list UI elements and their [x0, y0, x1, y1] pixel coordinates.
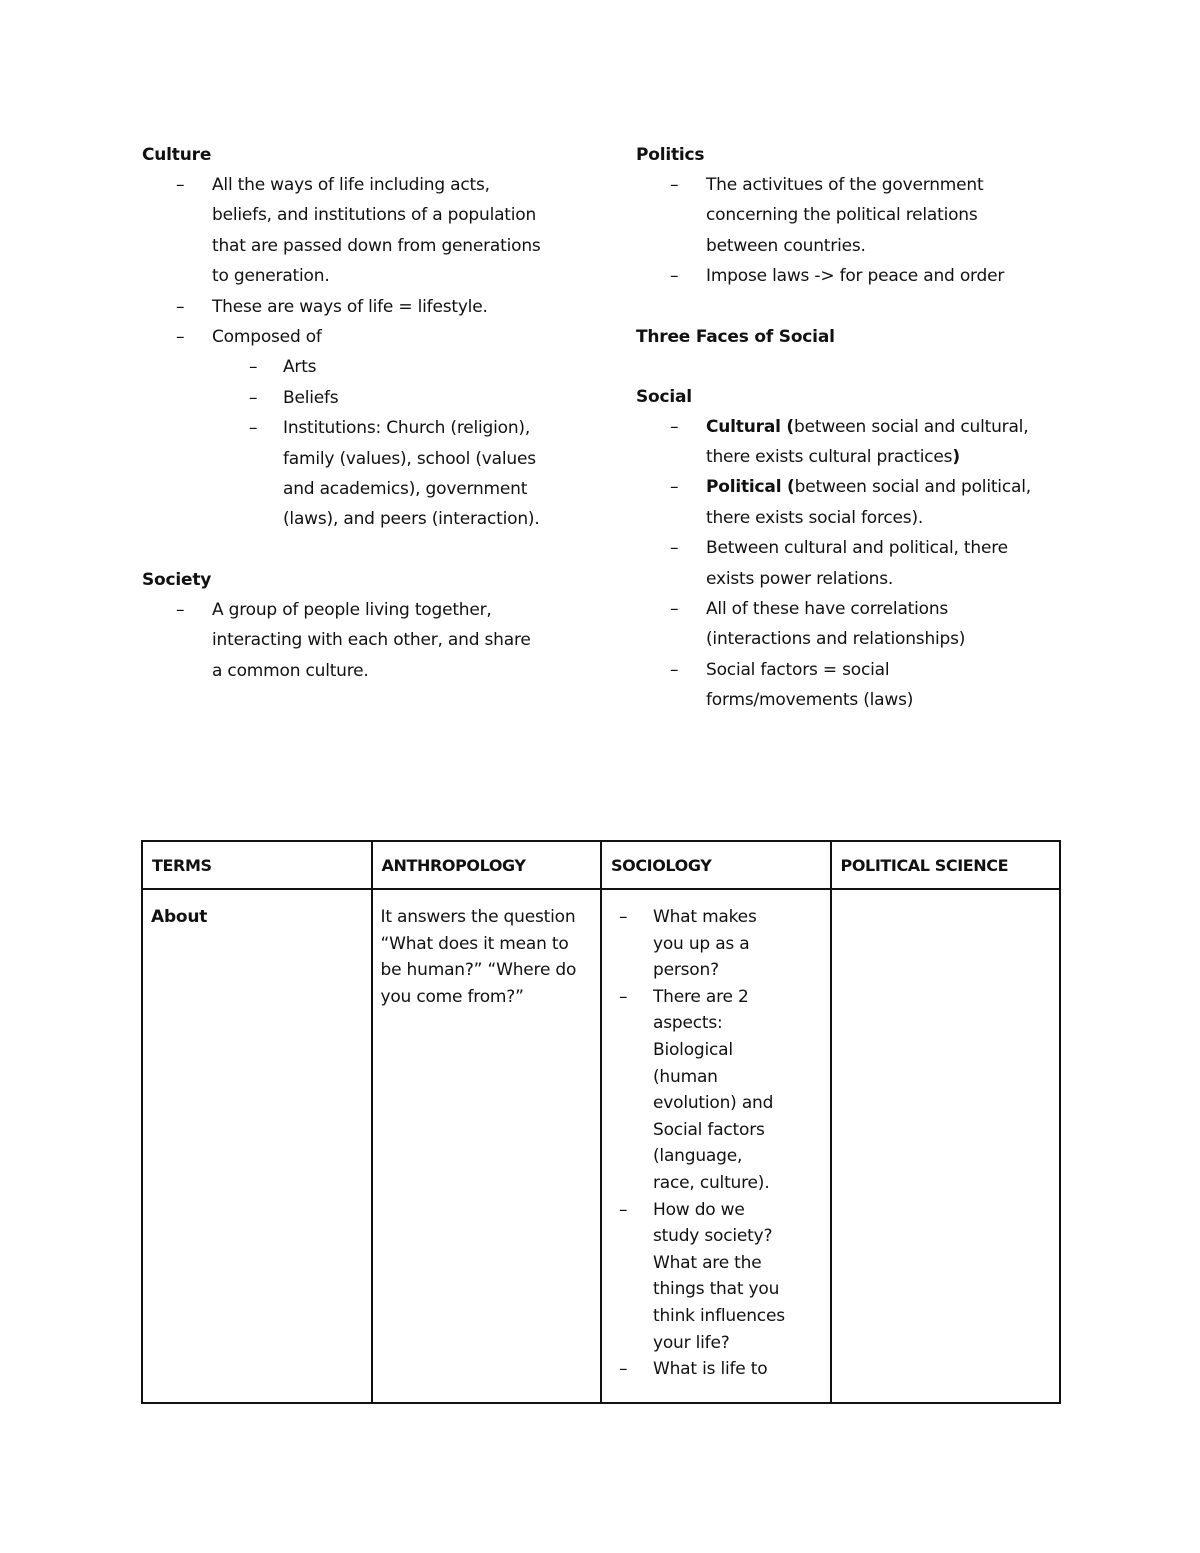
list-item: – All the ways of life including acts, beliefs, and institutions of a population that are passed down from generations to generation.: [142, 170, 582, 292]
list-item: – The activitues of the government concerning the political relations between countries.: [636, 170, 1076, 261]
three-faces-heading: Three Faces of Social: [636, 326, 835, 347]
list-item: – Between cultural and political, there exists power relations.: [636, 533, 1076, 594]
cell-anthropology: It answers the question “What does it mean to be human?” “Where do you come from?”: [372, 889, 602, 1403]
dash-bullet: –: [176, 296, 185, 317]
list-item: – How do we study society? What are the things that you think influences your life?: [610, 1197, 822, 1357]
dash-bullet: –: [670, 477, 679, 498]
culture-list: [142, 170, 582, 535]
list-item: – Impose laws -> for peace and order: [636, 261, 1076, 291]
social-list: [636, 412, 1076, 716]
cell-sociology: [601, 889, 831, 1403]
dash-bullet: –: [670, 416, 679, 437]
society-list: [142, 595, 582, 686]
dash-bullet: –: [670, 266, 679, 287]
political-label: Political (: [706, 477, 795, 498]
list-item: – What is life to: [610, 1356, 822, 1383]
list-item: – Political (between social and political, there exists social forces).: [636, 472, 1076, 533]
dash-bullet: –: [619, 907, 628, 927]
header-sociology: SOCIOLOGY: [601, 841, 831, 889]
dash-bullet: –: [670, 659, 679, 680]
table-row: [142, 889, 1060, 1403]
list-item: – Beliefs: [212, 383, 582, 413]
sociology-list: [610, 904, 822, 1383]
list-item: – There are 2 aspects: Biological (human evolution) and Social factors (language, race, culture).: [610, 984, 822, 1197]
dash-bullet: –: [249, 418, 258, 439]
dash-bullet: –: [619, 986, 628, 1007]
society-heading: Society: [142, 569, 212, 590]
culture-heading: Culture: [142, 145, 212, 165]
terms-table: [141, 840, 1061, 1404]
social-heading: Social: [636, 386, 692, 407]
dash-bullet: –: [670, 538, 679, 559]
list-item: – Institutions: Church (religion), family (values), school (values and academics), government (laws), and peers (interaction).: [212, 413, 582, 535]
dash-bullet: –: [619, 1199, 628, 1220]
politics-list: [636, 170, 1076, 292]
dash-bullet: –: [670, 599, 679, 620]
right-column: [636, 140, 1076, 716]
cell-term: About: [142, 889, 372, 1403]
list-item: – All of these have correlations (interactions and relationships): [636, 594, 1076, 655]
table-header-row: [142, 841, 1060, 889]
dash-bullet: –: [670, 175, 679, 195]
dash-bullet: –: [619, 1359, 628, 1380]
dash-bullet: –: [176, 175, 185, 195]
list-item: – A group of people living together, interacting with each other, and share a common culture.: [142, 595, 582, 686]
cultural-label: Cultural (: [706, 416, 795, 437]
header-political-science: POLITICAL SCIENCE: [831, 841, 1061, 889]
cell-political-science: [831, 889, 1061, 1403]
list-item: – Composed of – Arts – Beliefs – Institutions: Church (religion), family (values), school (values and academics), government (laws), and peers (interaction).: [142, 322, 582, 535]
list-item: – Arts: [212, 352, 582, 382]
dash-bullet: –: [249, 357, 258, 378]
list-item: – Cultural (between social and cultural, there exists cultural practices): [636, 412, 1076, 473]
list-item: – These are ways of life = lifestyle.: [142, 292, 582, 322]
header-anthropology: ANTHROPOLOGY: [372, 841, 602, 889]
header-terms: TERMS: [142, 841, 372, 889]
dash-bullet: –: [176, 327, 185, 348]
politics-heading: Politics: [636, 145, 705, 165]
list-item: – Social factors = social forms/movements (laws): [636, 655, 1076, 716]
list-item: – What makes you up as a person?: [610, 904, 822, 984]
dash-bullet: –: [249, 387, 258, 408]
culture-sublist: [212, 352, 582, 534]
dash-bullet: –: [176, 599, 185, 620]
left-column: [142, 140, 582, 686]
